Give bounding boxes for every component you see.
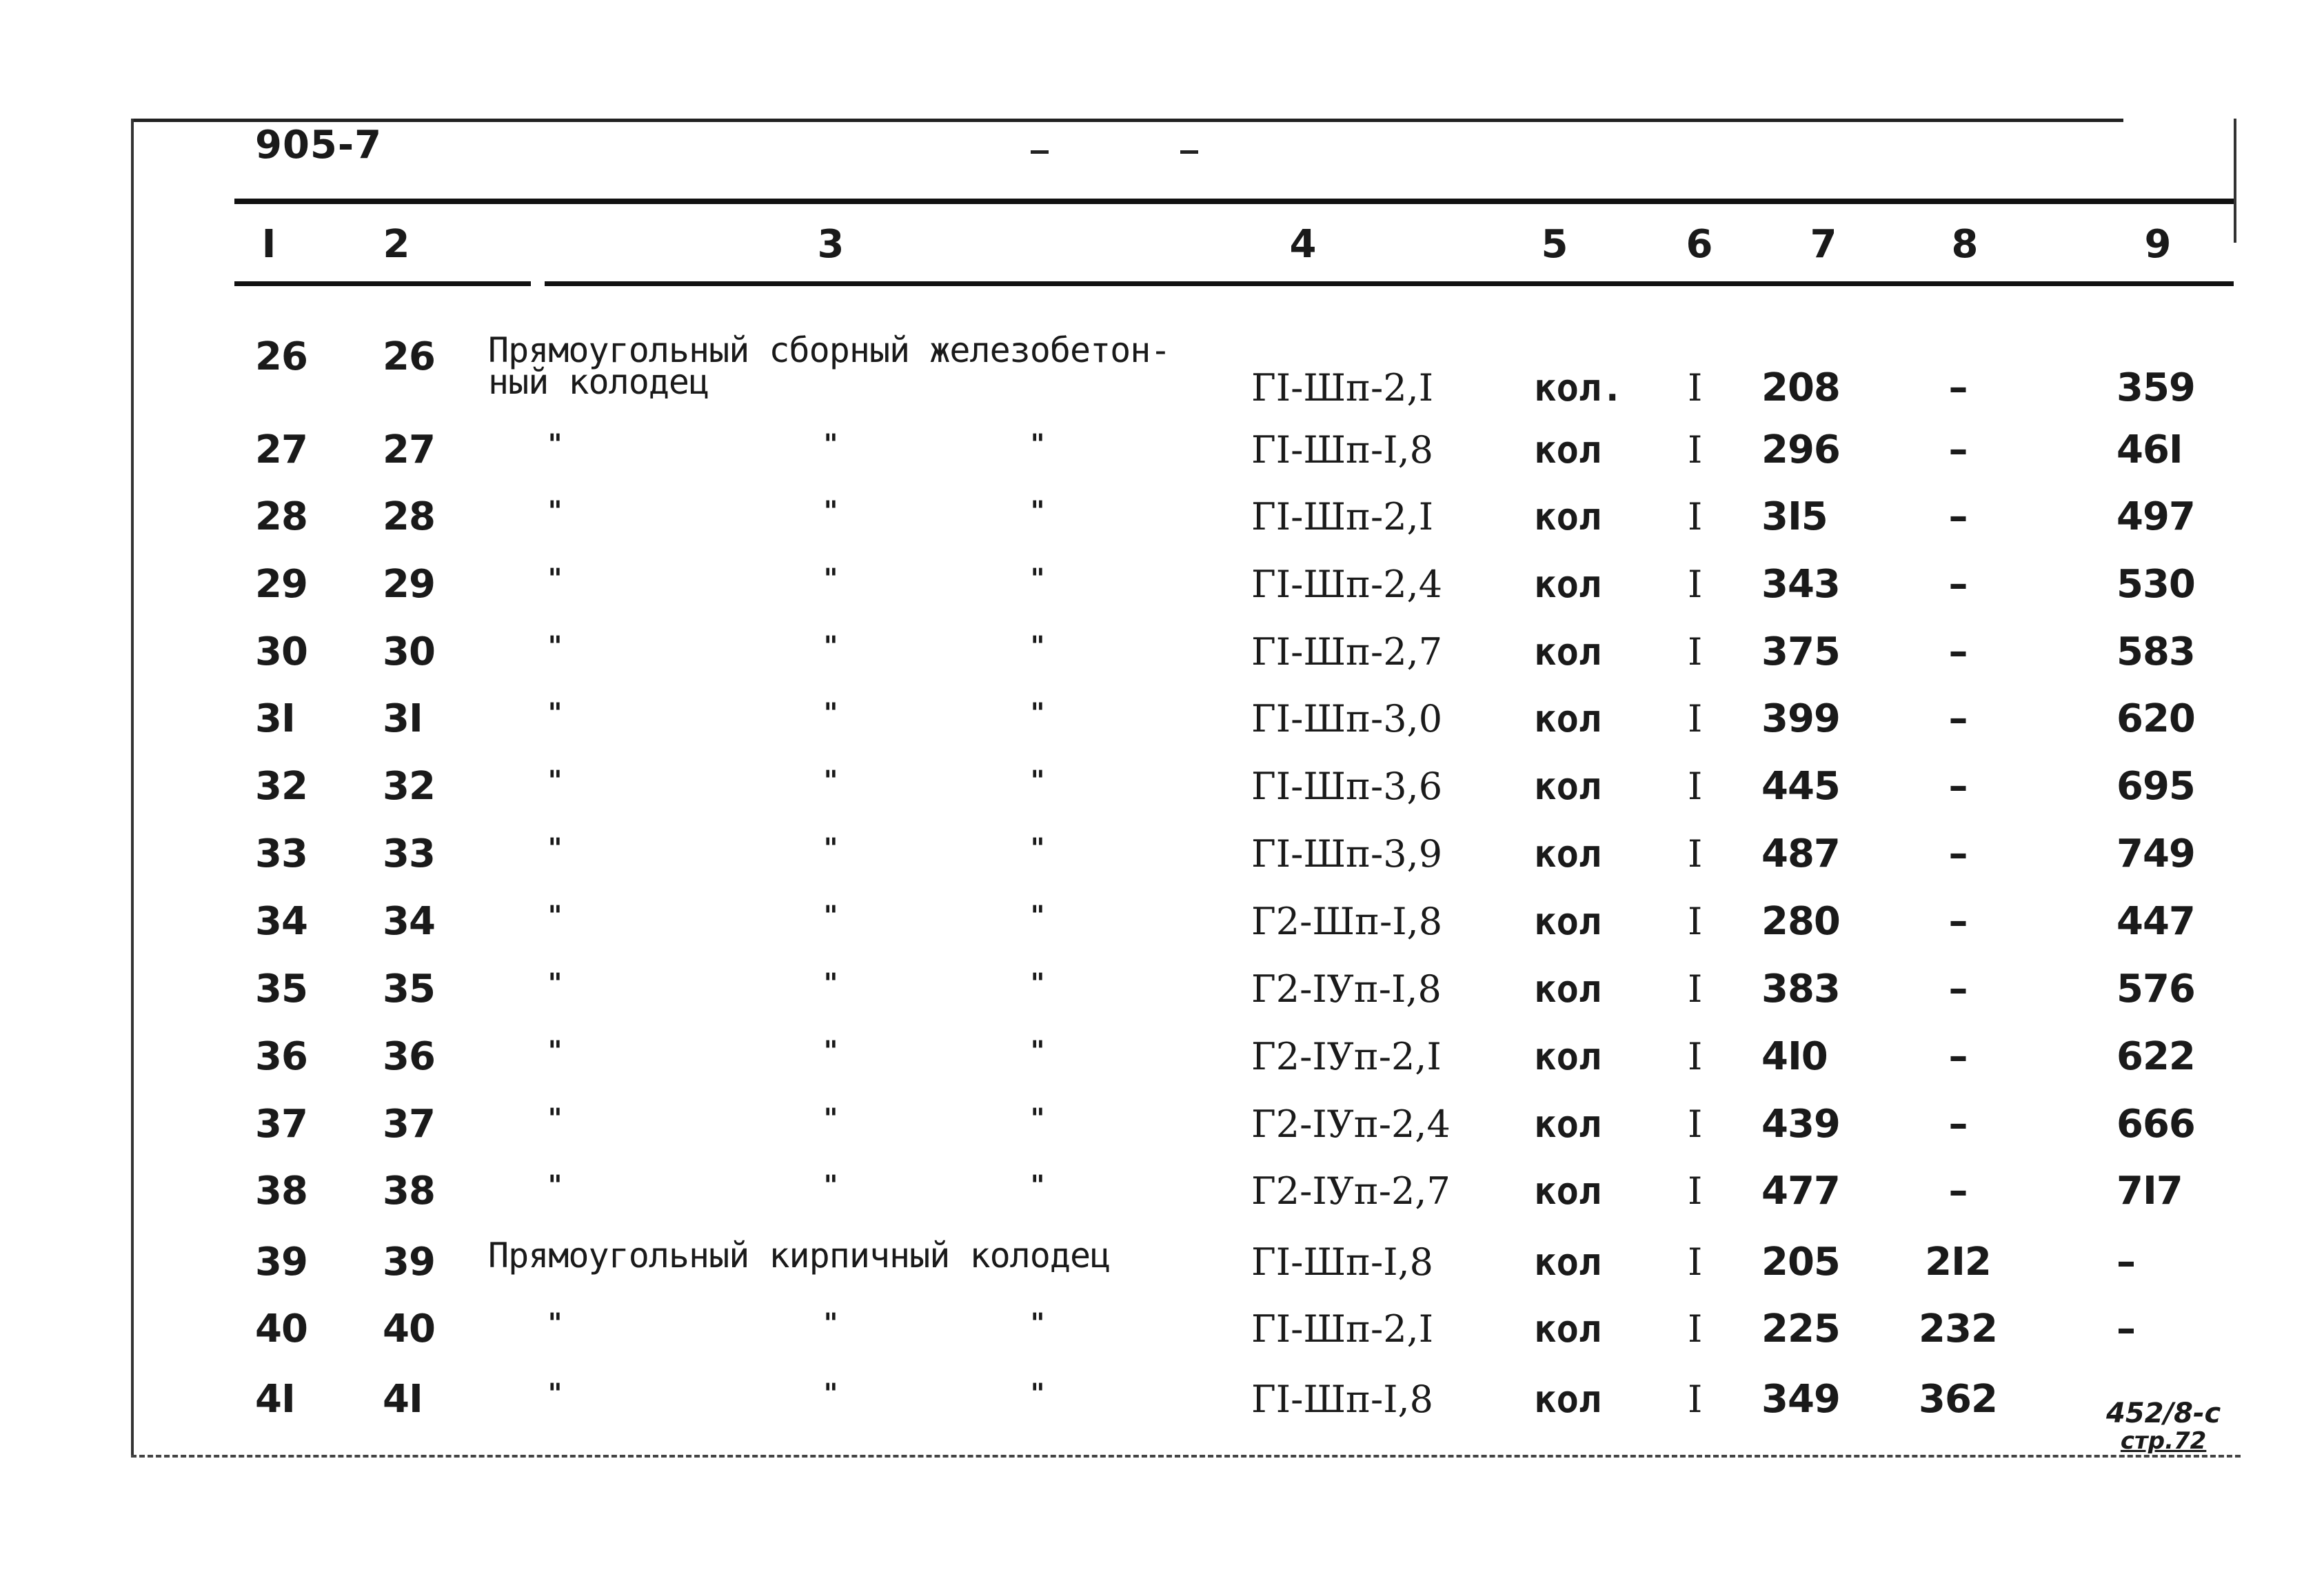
ditto-mark: " (547, 495, 563, 527)
header-dash-mark (1180, 150, 1198, 154)
column-header-5: 5 (1541, 222, 1568, 267)
column-header-1: I (261, 222, 276, 267)
stamp-code: 452/8-с (2106, 1398, 2221, 1429)
ditto-mark: " (1030, 832, 1045, 865)
header-dash-mark (1031, 150, 1049, 154)
cell-col-9: 620 (2116, 696, 2195, 741)
ditto-mark: " (823, 697, 838, 729)
cell-col-5: кол (1534, 832, 1601, 876)
cell-col-8: – (1948, 1102, 1968, 1147)
cell-col-6: I (1688, 495, 1703, 538)
ditto-mark: " (1030, 563, 1045, 595)
cell-col-1: 39 (255, 1240, 307, 1284)
ditto-mark: " (823, 1307, 838, 1340)
cell-col-9: 622 (2116, 1034, 2195, 1079)
cell-col-5: кол (1534, 1240, 1601, 1284)
cell-col-1: 33 (255, 832, 307, 876)
cell-col-9: 497 (2116, 494, 2195, 539)
header-bottom-rule (545, 281, 2234, 286)
ditto-mark: " (547, 900, 563, 932)
column-header-9: 9 (2144, 222, 2172, 267)
ditto-mark: " (1030, 1378, 1045, 1410)
cell-col-8: – (1948, 899, 1968, 944)
cell-col-1: 34 (255, 899, 307, 944)
cell-col-9: 749 (2116, 832, 2195, 876)
cell-col-7: 296 (1761, 427, 1840, 472)
cell-col-6: I (1688, 1035, 1703, 1078)
cell-col-6: I (1688, 697, 1703, 740)
cell-col-4: ГI-Шп-3,0 (1251, 697, 1443, 740)
cell-col-2: 38 (383, 1169, 435, 1213)
cell-col-4: Г2-IУп-2,4 (1251, 1102, 1451, 1146)
cell-col-5: кол (1534, 630, 1601, 674)
item-description: Прямоугольный сборный железобетон- (488, 330, 1171, 370)
ditto-mark: " (823, 832, 838, 865)
cell-col-2: 3I (383, 696, 423, 741)
column-header-2: 2 (383, 222, 410, 267)
cell-col-9: – (2116, 1307, 2135, 1351)
ditto-mark: " (823, 1035, 838, 1067)
cell-col-6: I (1688, 1169, 1703, 1213)
ditto-mark: " (1030, 697, 1045, 729)
cell-col-5: кол (1534, 495, 1601, 538)
cell-col-4: ГI-Шп-2,I (1251, 1307, 1434, 1351)
ditto-mark: " (1030, 1169, 1045, 1202)
cell-col-7: 208 (1761, 365, 1840, 410)
ditto-mark: " (1030, 495, 1045, 527)
cell-col-2: 33 (383, 832, 435, 876)
cell-col-5: кол (1534, 428, 1601, 472)
ditto-mark: " (547, 1169, 563, 1202)
cell-col-2: 36 (383, 1034, 435, 1079)
cell-col-6: I (1688, 900, 1703, 943)
cell-col-4: ГI-Шп-2,I (1251, 366, 1434, 410)
cell-col-6: I (1688, 1240, 1703, 1284)
ditto-mark: " (547, 1378, 563, 1410)
cell-col-7: 477 (1761, 1169, 1840, 1213)
cell-col-8: – (1948, 427, 1968, 472)
cell-col-1: 36 (255, 1034, 307, 1079)
ditto-mark: " (823, 495, 838, 527)
stamp-page: стр.72 (2120, 1427, 2207, 1455)
frame-top-border (131, 119, 2123, 122)
column-header-7: 7 (1810, 222, 1837, 267)
cell-col-5: кол (1534, 967, 1601, 1011)
ditto-mark: " (823, 900, 838, 932)
ditto-mark: " (547, 1035, 563, 1067)
ditto-mark: " (547, 832, 563, 865)
cell-col-1: 40 (255, 1307, 307, 1351)
cell-col-5: кол (1534, 765, 1601, 808)
cell-col-9: 576 (2116, 967, 2195, 1011)
cell-col-7: 4I0 (1761, 1034, 1828, 1079)
cell-col-8: – (1948, 629, 1968, 674)
cell-col-2: 40 (383, 1307, 435, 1351)
cell-col-8: – (1948, 696, 1968, 741)
cell-col-1: 26 (255, 334, 307, 379)
cell-col-9: 46I (2116, 427, 2183, 472)
cell-col-8: 2I2 (1925, 1240, 1991, 1284)
ditto-mark: " (823, 630, 838, 663)
cell-col-2: 30 (383, 629, 435, 674)
cell-col-5: кол (1534, 1378, 1601, 1421)
cell-col-4: ГI-Шп-3,6 (1251, 765, 1443, 808)
cell-col-2: 35 (383, 967, 435, 1011)
column-header-3: 3 (817, 222, 845, 267)
cell-col-7: 439 (1761, 1102, 1840, 1147)
frame-left-border (131, 119, 134, 1456)
cell-col-5: кол (1534, 900, 1601, 943)
cell-col-1: 30 (255, 629, 307, 674)
ditto-mark: " (547, 765, 563, 797)
ditto-mark: " (823, 428, 838, 461)
ditto-mark: " (1030, 967, 1045, 1000)
cell-col-6: I (1688, 428, 1703, 472)
cell-col-8: – (1948, 832, 1968, 876)
cell-col-4: ГI-Шп-I,8 (1251, 1240, 1434, 1284)
ditto-mark: " (823, 563, 838, 595)
cell-col-6: I (1688, 1102, 1703, 1146)
cell-col-7: 205 (1761, 1240, 1840, 1284)
ditto-mark: " (1030, 1307, 1045, 1340)
cell-col-8: – (1948, 1169, 1968, 1213)
ditto-mark: " (823, 1378, 838, 1410)
ditto-mark: " (1030, 630, 1045, 663)
cell-col-6: I (1688, 967, 1703, 1011)
cell-col-1: 37 (255, 1102, 307, 1147)
cell-col-9: 695 (2116, 764, 2195, 809)
item-description: Прямоугольный кирпичный колодец (488, 1236, 1111, 1276)
cell-col-9: 359 (2116, 365, 2195, 410)
cell-col-2: 37 (383, 1102, 435, 1147)
cell-col-2: 32 (383, 764, 435, 809)
cell-col-9: – (2116, 1240, 2135, 1284)
cell-col-7: 280 (1761, 899, 1840, 944)
cell-col-5: кол. (1534, 366, 1624, 410)
cell-col-6: I (1688, 832, 1703, 876)
ditto-mark: " (823, 1102, 838, 1135)
ditto-mark: " (547, 630, 563, 663)
cell-col-1: 29 (255, 562, 307, 607)
cell-col-1: 38 (255, 1169, 307, 1213)
cell-col-7: 487 (1761, 832, 1840, 876)
cell-col-4: ГI-Шп-3,9 (1251, 832, 1443, 876)
cell-col-8: – (1948, 562, 1968, 607)
cell-col-5: кол (1534, 1307, 1601, 1351)
cell-col-6: I (1688, 630, 1703, 674)
ditto-mark: " (1030, 1102, 1045, 1135)
cell-col-8: – (1948, 764, 1968, 809)
cell-col-8: – (1948, 1034, 1968, 1079)
cell-col-9: 7I7 (2116, 1169, 2183, 1213)
cell-col-6: I (1688, 366, 1703, 410)
cell-col-9: 666 (2116, 1102, 2195, 1147)
ditto-mark: " (823, 1169, 838, 1202)
page-stamp (2106, 1400, 2221, 1455)
cell-col-8: – (1948, 365, 1968, 410)
cell-col-7: 383 (1761, 967, 1840, 1011)
cell-col-4: Г2-Шп-I,8 (1251, 900, 1443, 943)
ditto-mark: " (547, 1307, 563, 1340)
column-header-6: 6 (1686, 222, 1713, 267)
cell-col-5: кол (1534, 563, 1601, 606)
cell-col-8: – (1948, 967, 1968, 1011)
cell-col-2: 28 (383, 494, 435, 539)
cell-col-6: I (1688, 563, 1703, 606)
cell-col-1: 4I (255, 1377, 295, 1422)
ditto-mark: " (1030, 1035, 1045, 1067)
ditto-mark: " (547, 967, 563, 1000)
column-header-4: 4 (1289, 222, 1317, 267)
cell-col-9: 583 (2116, 629, 2195, 674)
ditto-mark: " (547, 1102, 563, 1135)
cell-col-4: Г2-IУп-I,8 (1251, 967, 1442, 1011)
cell-col-4: ГI-Шп-2,7 (1251, 630, 1443, 674)
cell-col-2: 34 (383, 899, 435, 944)
frame-bottom-border (131, 1455, 2241, 1458)
cell-col-1: 3I (255, 696, 295, 741)
cell-col-5: кол (1534, 1035, 1601, 1078)
ditto-mark: " (823, 967, 838, 1000)
cell-col-4: ГI-Шп-I,8 (1251, 1378, 1434, 1421)
ditto-mark: " (823, 765, 838, 797)
cell-col-1: 28 (255, 494, 307, 539)
header-top-rule (234, 199, 2234, 204)
cell-col-9: 447 (2116, 899, 2195, 944)
cell-col-4: ГI-Шп-2,4 (1251, 563, 1443, 606)
ditto-mark: " (547, 428, 563, 461)
cell-col-4: Г2-IУп-2,7 (1251, 1169, 1451, 1213)
cell-col-2: 39 (383, 1240, 435, 1284)
ditto-mark: " (1030, 900, 1045, 932)
cell-col-6: I (1688, 765, 1703, 808)
cell-col-7: 349 (1761, 1377, 1840, 1422)
cell-col-7: 399 (1761, 696, 1840, 741)
cell-col-5: кол (1534, 1169, 1601, 1213)
ditto-mark: " (1030, 428, 1045, 461)
cell-col-7: 3I5 (1761, 494, 1828, 539)
cell-col-2: 27 (383, 427, 435, 472)
cell-col-7: 343 (1761, 562, 1840, 607)
ditto-mark: " (1030, 765, 1045, 797)
ditto-mark: " (547, 563, 563, 595)
cell-col-5: кол (1534, 1102, 1601, 1146)
header-bottom-rule (234, 281, 531, 286)
cell-col-7: 375 (1761, 629, 1840, 674)
document-code: 905-7 (255, 123, 383, 168)
cell-col-1: 32 (255, 764, 307, 809)
cell-col-2: 4I (383, 1377, 423, 1422)
cell-col-4: Г2-IУп-2,I (1251, 1035, 1442, 1078)
cell-col-6: I (1688, 1307, 1703, 1351)
cell-col-2: 29 (383, 562, 435, 607)
ditto-mark: " (547, 697, 563, 729)
frame-right-border (2234, 119, 2236, 243)
cell-col-7: 445 (1761, 764, 1840, 809)
cell-col-4: ГI-Шп-I,8 (1251, 428, 1434, 472)
cell-col-1: 27 (255, 427, 307, 472)
cell-col-9: 530 (2116, 562, 2195, 607)
cell-col-7: 225 (1761, 1307, 1840, 1351)
cell-col-4: ГI-Шп-2,I (1251, 495, 1434, 538)
cell-col-6: I (1688, 1378, 1703, 1421)
column-header-8: 8 (1951, 222, 1979, 267)
cell-col-5: кол (1534, 697, 1601, 740)
cell-col-8: 232 (1919, 1307, 1997, 1351)
cell-col-2: 26 (383, 334, 435, 379)
cell-col-8: 362 (1919, 1377, 1997, 1422)
cell-col-1: 35 (255, 967, 307, 1011)
item-description-continued: ный колодец (488, 362, 709, 402)
cell-col-8: – (1948, 494, 1968, 539)
